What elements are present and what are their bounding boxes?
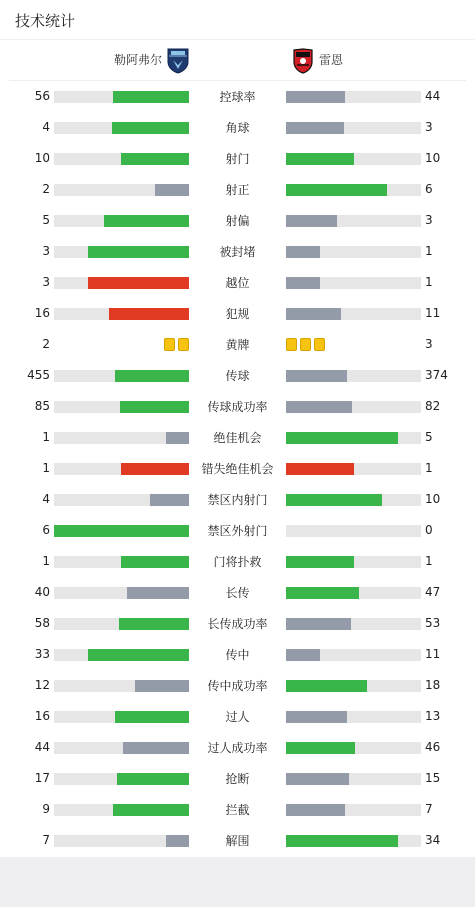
away-stat-bar (286, 649, 421, 661)
stat-label: 门将扑救 (213, 555, 262, 569)
away-stat-bar (286, 804, 421, 816)
home-stat-bar-fill (135, 680, 189, 692)
home-stat-value: 16 (34, 709, 50, 723)
stat-label: 抢断 (225, 772, 250, 786)
away-stat-value: 46 (425, 740, 441, 754)
home-stat-bar-fill (88, 277, 189, 289)
stat-row (0, 360, 475, 391)
away-stat-bar-fill (286, 122, 344, 134)
away-stat-bar (286, 153, 421, 165)
home-stat-bar (54, 587, 189, 599)
home-stat-bar (54, 835, 189, 847)
away-stat-bar-fill (286, 618, 351, 630)
stat-row (0, 267, 475, 298)
stat-label: 传球 (225, 369, 250, 383)
home-stat-bar-fill (115, 370, 189, 382)
away-stat-value: 13 (425, 709, 441, 723)
home-stat-bar-fill (123, 742, 189, 754)
home-stat-value: 44 (34, 740, 50, 754)
away-stat-bar (286, 587, 421, 599)
away-stat-bar-fill (286, 649, 320, 661)
home-yellow-cards (164, 338, 189, 352)
away-yellow-cards (286, 338, 325, 352)
stat-label: 传中成功率 (207, 679, 268, 693)
away-stat-value: 11 (425, 647, 441, 661)
stat-label: 拦截 (225, 803, 250, 817)
stat-label: 禁区外射门 (207, 524, 268, 538)
yellow-card-icon (178, 338, 189, 351)
stat-row (0, 639, 475, 670)
home-stat-bar-fill (121, 463, 189, 475)
away-stat-bar (286, 463, 421, 475)
away-stat-value: 3 (425, 213, 433, 227)
away-stat-bar (286, 773, 421, 785)
away-stat-value: 1 (425, 244, 433, 258)
away-stat-bar-fill (286, 401, 352, 413)
home-stat-value: 10 (34, 151, 50, 165)
home-stat-bar (54, 463, 189, 475)
away-stat-bar (286, 401, 421, 413)
stat-label: 长传 (225, 586, 250, 600)
away-stat-bar-fill (286, 835, 398, 847)
home-stat-bar-fill (115, 711, 189, 723)
home-stat-bar-fill (121, 153, 189, 165)
home-stat-bar-fill (113, 91, 189, 103)
away-stat-value: 44 (425, 89, 441, 103)
stat-row (0, 732, 475, 763)
stat-row (0, 515, 475, 546)
stat-row (0, 329, 475, 360)
home-stat-bar-fill (113, 804, 189, 816)
header-bar (0, 0, 475, 40)
home-stat-value: 1 (42, 461, 50, 475)
stat-label: 越位 (225, 276, 250, 290)
home-stat-bar (54, 122, 189, 134)
home-stat-bar (54, 742, 189, 754)
home-stat-value: 2 (42, 182, 50, 196)
home-stat-value: 9 (42, 802, 50, 816)
stats-list (0, 81, 475, 856)
home-stat-value: 2 (42, 337, 50, 351)
home-stat-bar-fill (166, 835, 189, 847)
stat-label: 错失绝佳机会 (201, 462, 274, 476)
stat-label: 黄牌 (225, 338, 250, 352)
stat-row (0, 298, 475, 329)
away-stat-bar-fill (286, 370, 347, 382)
home-stat-bar (54, 773, 189, 785)
away-stat-bar (286, 122, 421, 134)
stat-row (0, 205, 475, 236)
stat-label: 长传成功率 (207, 617, 268, 631)
away-stat-value: 34 (425, 833, 441, 847)
stat-label: 解围 (225, 834, 250, 848)
home-stat-bar (54, 525, 189, 537)
home-stat-value: 33 (34, 647, 50, 661)
stat-label: 角球 (225, 121, 250, 135)
stat-row (0, 236, 475, 267)
home-stat-bar (54, 370, 189, 382)
away-stat-bar (286, 556, 421, 568)
away-stat-value: 53 (425, 616, 441, 630)
home-stat-bar (54, 649, 189, 661)
away-stat-bar-fill (286, 246, 320, 258)
home-stat-value: 17 (34, 771, 50, 785)
stat-row (0, 112, 475, 143)
away-stat-value: 3 (425, 120, 433, 134)
away-stat-bar-fill (286, 587, 359, 599)
away-stat-value: 1 (425, 461, 433, 475)
stat-row (0, 81, 475, 112)
home-stat-value: 455 (27, 368, 50, 382)
rennes-crest-icon (292, 48, 314, 74)
home-stat-bar (54, 215, 189, 227)
home-stat-bar-fill (117, 773, 189, 785)
away-stat-value: 0 (425, 523, 433, 537)
stat-row (0, 143, 475, 174)
stat-row (0, 701, 475, 732)
away-stat-bar-fill (286, 277, 320, 289)
away-stat-value: 11 (425, 306, 441, 320)
stat-label: 传中 (225, 648, 250, 662)
away-stat-value: 6 (425, 182, 433, 196)
home-stat-value: 1 (42, 554, 50, 568)
home-stat-bar (54, 277, 189, 289)
stat-row (0, 391, 475, 422)
stat-label: 传球成功率 (207, 400, 268, 414)
home-stat-value: 3 (42, 275, 50, 289)
stat-row (0, 422, 475, 453)
home-stat-bar-fill (127, 587, 189, 599)
away-stat-value: 10 (425, 151, 441, 165)
away-stat-bar (286, 525, 421, 537)
home-stat-value: 5 (42, 213, 50, 227)
stat-label: 过人 (225, 710, 250, 724)
home-stat-bar (54, 91, 189, 103)
home-stat-value: 40 (34, 585, 50, 599)
away-stat-bar (286, 680, 421, 692)
stat-label: 射正 (225, 183, 250, 197)
away-stat-value: 47 (425, 585, 441, 599)
away-stat-bar-fill (286, 153, 354, 165)
home-stat-bar (54, 308, 189, 320)
away-stat-bar (286, 432, 421, 444)
yellow-card-icon (286, 338, 297, 351)
home-stat-bar-fill (120, 401, 189, 413)
away-team-name: 雷恩 (319, 53, 344, 67)
stat-label: 过人成功率 (207, 741, 268, 755)
yellow-card-icon (164, 338, 175, 351)
away-stat-value: 10 (425, 492, 441, 506)
home-stat-bar (54, 711, 189, 723)
stat-label: 射门 (225, 152, 250, 166)
stat-label: 绝佳机会 (213, 431, 262, 445)
away-stat-bar-fill (286, 494, 382, 506)
away-stat-bar (286, 215, 421, 227)
away-stat-bar-fill (286, 711, 347, 723)
away-stat-value: 3 (425, 337, 433, 351)
away-stat-value: 18 (425, 678, 441, 692)
away-stat-bar-fill (286, 773, 349, 785)
stat-label: 禁区内射门 (207, 493, 268, 507)
home-stat-bar (54, 804, 189, 816)
home-stat-bar (54, 556, 189, 568)
home-stat-value: 7 (42, 833, 50, 847)
home-stat-bar-fill (150, 494, 189, 506)
home-stat-value: 85 (34, 399, 50, 413)
home-stat-bar-fill (112, 122, 189, 134)
home-stat-bar-fill (104, 215, 189, 227)
panel-title: 技术统计 (15, 12, 76, 30)
home-stat-bar-fill (88, 649, 189, 661)
home-stat-bar-fill (166, 432, 189, 444)
stat-row (0, 763, 475, 794)
away-stat-bar (286, 91, 421, 103)
away-stat-value: 1 (425, 554, 433, 568)
away-stat-bar (286, 246, 421, 258)
away-stat-value: 7 (425, 802, 433, 816)
away-stat-bar (286, 184, 421, 196)
away-stat-bar-fill (286, 432, 398, 444)
away-stat-bar-fill (286, 215, 337, 227)
le-havre-crest-icon (167, 48, 189, 74)
home-stat-value: 16 (34, 306, 50, 320)
away-stat-bar (286, 277, 421, 289)
away-stat-bar-fill (286, 804, 345, 816)
home-stat-bar (54, 153, 189, 165)
away-stat-bar-fill (286, 91, 345, 103)
away-stat-bar-fill (286, 556, 354, 568)
home-stat-value: 6 (42, 523, 50, 537)
home-stat-bar (54, 432, 189, 444)
away-stat-bar-fill (286, 308, 341, 320)
stat-row (0, 577, 475, 608)
stat-label: 被封堵 (219, 245, 256, 259)
stat-row (0, 608, 475, 639)
home-stat-bar (54, 246, 189, 258)
home-stat-bar (54, 680, 189, 692)
home-stat-value: 56 (34, 89, 50, 103)
away-stat-bar (286, 308, 421, 320)
stat-row (0, 825, 475, 856)
teams-header (9, 40, 466, 81)
home-stat-value: 1 (42, 430, 50, 444)
away-stat-bar-fill (286, 463, 354, 475)
away-stat-value: 15 (425, 771, 441, 785)
stat-label: 射偏 (225, 214, 250, 228)
away-stat-value: 1 (425, 275, 433, 289)
stat-row (0, 794, 475, 825)
home-stat-bar (54, 494, 189, 506)
away-stat-value: 374 (425, 368, 448, 382)
stat-label: 控球率 (219, 90, 256, 104)
away-stat-bar (286, 711, 421, 723)
home-stat-bar-fill (88, 246, 189, 258)
away-stat-value: 5 (425, 430, 433, 444)
stat-row (0, 453, 475, 484)
away-stat-bar (286, 618, 421, 630)
stat-row (0, 174, 475, 205)
home-stat-value: 3 (42, 244, 50, 258)
home-stat-value: 4 (42, 120, 50, 134)
home-stat-value: 12 (34, 678, 50, 692)
home-stat-bar-fill (54, 525, 189, 537)
away-stat-bar-fill (286, 680, 367, 692)
home-stat-bar (54, 401, 189, 413)
away-stat-bar-fill (286, 184, 387, 196)
home-stat-bar-fill (109, 308, 189, 320)
away-stat-bar (286, 494, 421, 506)
yellow-card-icon (300, 338, 311, 351)
away-stat-bar (286, 370, 421, 382)
home-stat-value: 4 (42, 492, 50, 506)
home-stat-bar-fill (119, 618, 189, 630)
home-team-name: 勒阿弗尔 (113, 53, 162, 67)
home-stat-bar-fill (121, 556, 189, 568)
home-stat-value: 58 (34, 616, 50, 630)
home-stat-bar (54, 618, 189, 630)
yellow-card-icon (314, 338, 325, 351)
away-stat-value: 82 (425, 399, 441, 413)
stat-row (0, 546, 475, 577)
away-stat-bar (286, 835, 421, 847)
stat-label: 犯规 (225, 307, 250, 321)
away-stat-bar-fill (286, 742, 355, 754)
stat-row (0, 484, 475, 515)
away-stat-bar (286, 742, 421, 754)
home-stat-bar-fill (155, 184, 189, 196)
stat-row (0, 670, 475, 701)
home-stat-bar (54, 184, 189, 196)
